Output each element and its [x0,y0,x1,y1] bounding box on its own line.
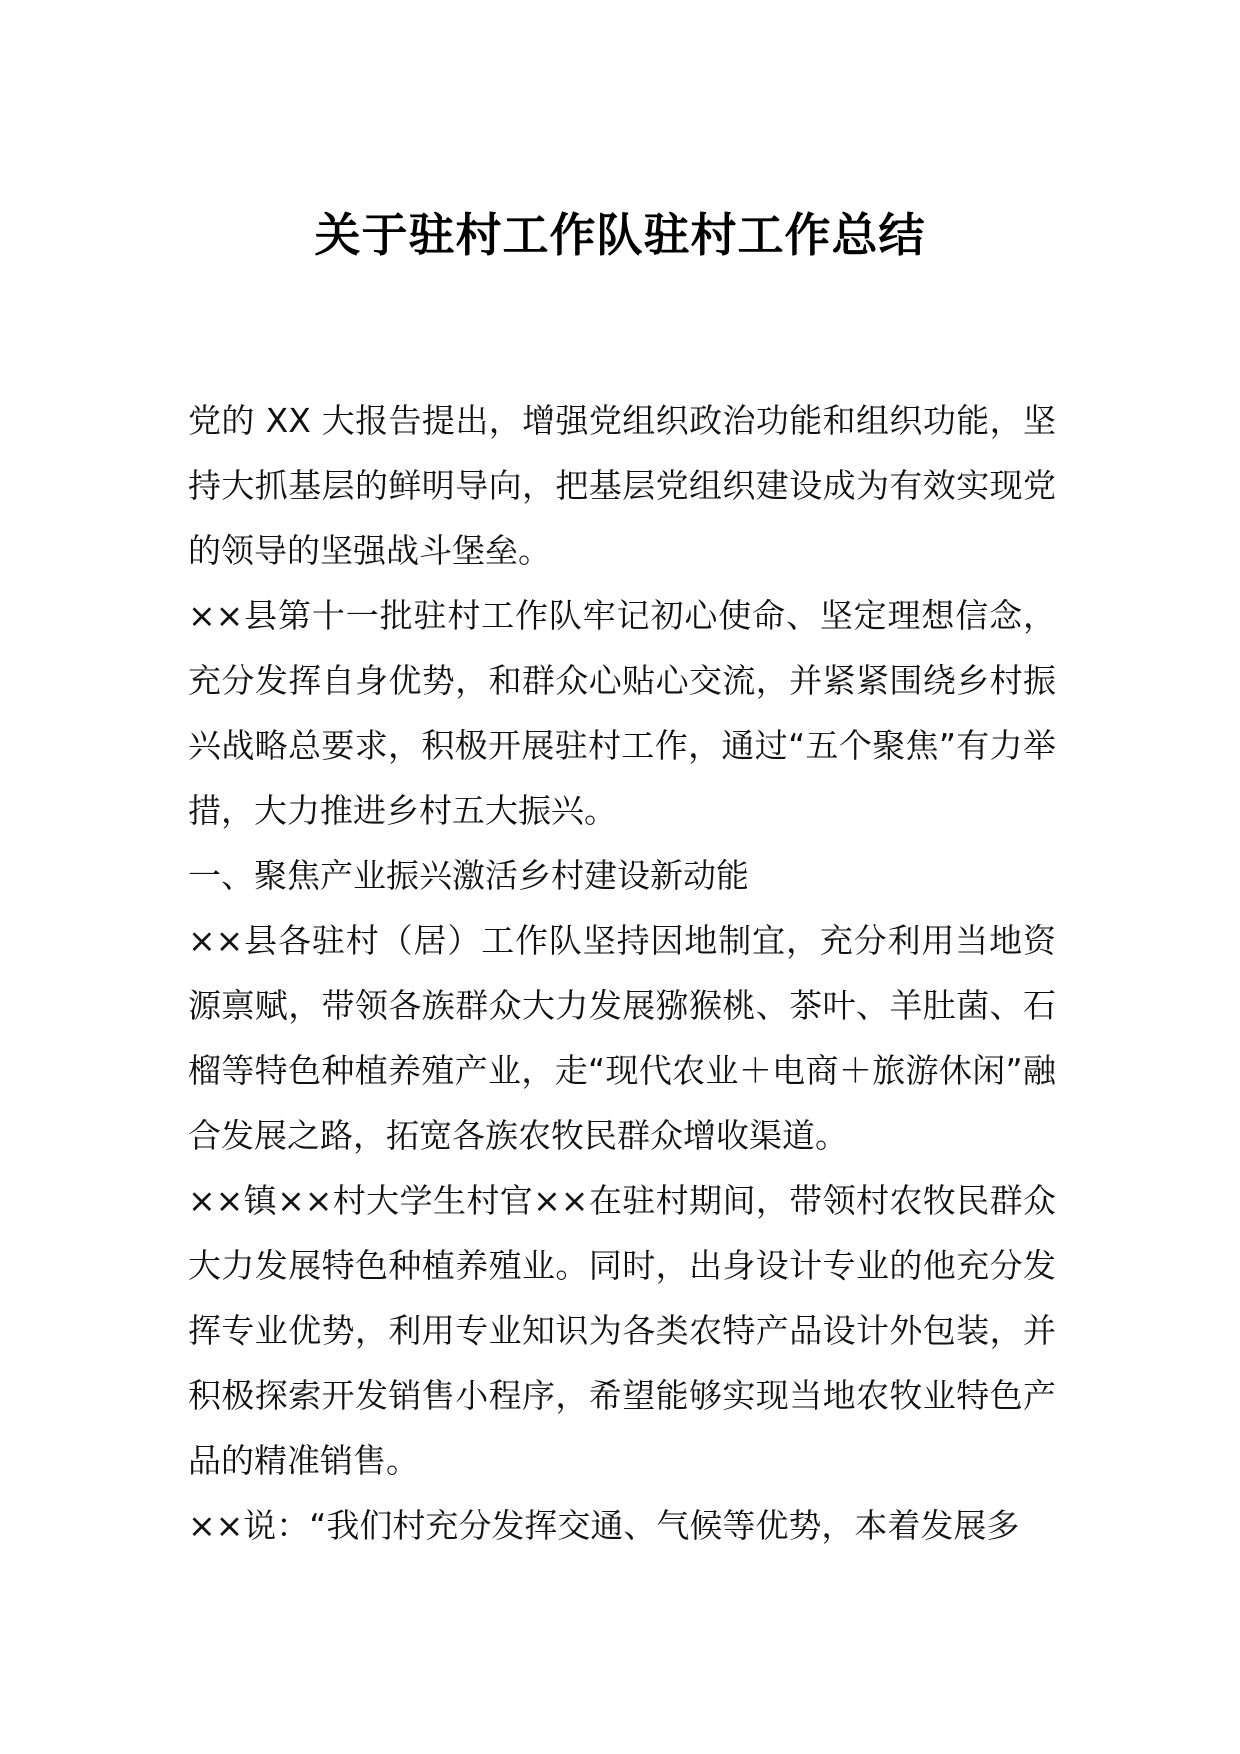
paragraph-intro: 党的 XX 大报告提出，增强党组织政治功能和组织功能，坚持大抓基层的鲜明导向，把基层党组织建设成为有效实现党的领导的坚强战斗堡垒。 [188,401,1056,570]
paragraph-village-official: ××镇××村大学生村官××在驻村期间，带领村农牧民群众大力发展特色种植养殖业。同时，出身设计专业的他充分发挥专业优势，利用专业知识为各类农特产品设计外包装，并积极探索开发销售小程序，希望能够实现当地农牧业特色产品的精准销售。 [188,1181,1056,1480]
document-body [188,388,1056,1558]
paragraph-quote: ××说：“我们村充分发挥交通、气候等优势，本着发展多 [188,1506,1020,1545]
document-title: 关于驻村工作队驻村工作总结 [314,208,926,262]
paragraph-work-team: ××县第十一批驻村工作队牢记初心使命、坚定理想信念，充分发挥自身优势，和群众心贴心交流，并紧紧围绕乡村振兴战略总要求，积极开展驻村工作，通过“五个聚焦”有力举措，大力推进乡村五大振兴。 [188,596,1056,830]
paragraph-industry: ××县各驻村（居）工作队坚持因地制宜，充分利用当地资源禀赋，带领各族群众大力发展猕猴桃、茶叶、羊肚菌、石榴等特色种植养殖产业，走“现代农业＋电商＋旅游休闲”融合发展之路，拓宽各族农牧民群众增收渠道。 [188,921,1056,1155]
section-heading-industry: 一、聚焦产业振兴激活乡村建设新动能 [188,856,749,895]
